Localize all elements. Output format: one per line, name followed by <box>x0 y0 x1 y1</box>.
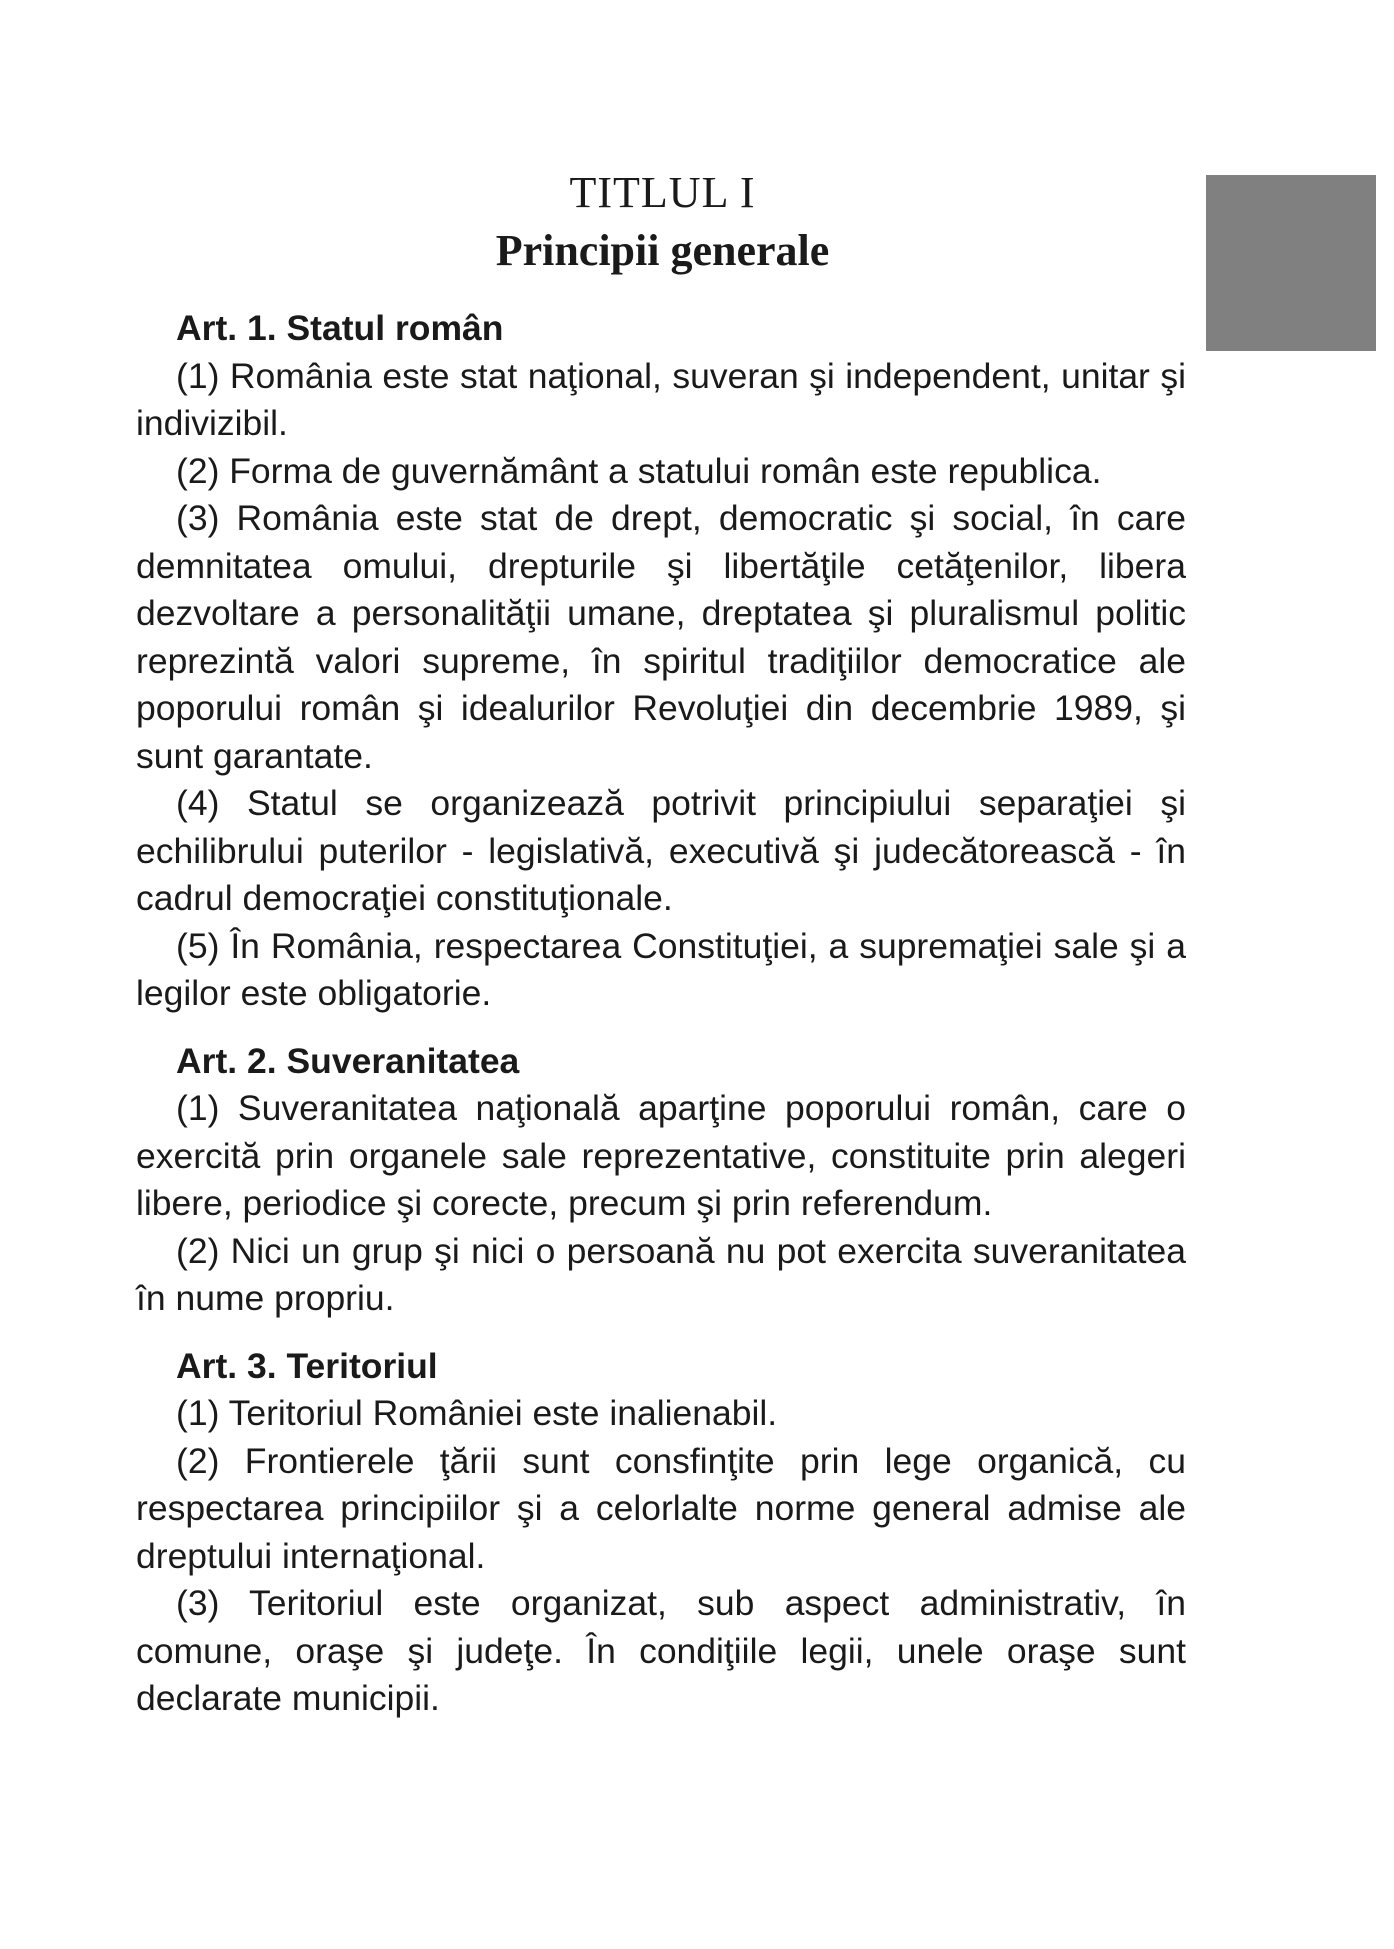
article-paragraph: (4) Statul se organizează potrivit principiului separaţiei şi echilibrului puterilor - legislativă, executivă şi judecătorească - în cadrul democraţiei constituţionale. <box>136 783 1186 918</box>
article-paragraph: (2) Nici un grup şi nici o persoană nu pot exercita suveranitatea în nume propriu. <box>136 1230 1186 1318</box>
article-paragraph: (2) Forma de guvernământ a statului român este republica. <box>176 450 1102 491</box>
article-heading: Art. 3. Teritoriul <box>176 1345 438 1386</box>
title-subheading: Principii generale <box>495 226 830 275</box>
document-body <box>136 305 1186 1723</box>
title-heading: TITLUL I <box>569 168 756 217</box>
article-paragraph: (3) România este stat de drept, democratic şi social, în care demnitatea omului, drepturile şi libertăţile cetăţenilor, libera dezvoltare a personalităţii umane, dreptatea şi pluralismul politic reprezintă valori supreme, în spiritul tradiţiilor democratice ale poporului român şi idealurilor Revoluţiei din decembrie 1989, şi sunt garantate. <box>136 498 1186 776</box>
article-paragraph: (3) Teritoriul este organizat, sub aspect administrativ, în comune, oraşe şi judeţe. În condiţiile legii, unele oraşe sunt declarate municipii. <box>136 1583 1186 1718</box>
article-paragraph: (2) Frontierele ţării sunt consfinţite prin lege organică, cu respectarea principiilor şi a celorlalte norme general admise ale dreptului internaţional. <box>136 1440 1186 1576</box>
article-heading: Art. 1. Statul român <box>176 308 504 348</box>
article-heading: Art. 2. Suveranitatea <box>176 1040 520 1081</box>
article-2 <box>136 1038 1186 1323</box>
article-3 <box>136 1343 1186 1723</box>
article-paragraph: (5) În România, respectarea Constituţiei, a supremaţiei sale şi a legilor este obligatorie. <box>136 925 1186 1013</box>
article-paragraph: (1) România este stat naţional, suveran şi independent, unitar şi indivizibil. <box>136 355 1186 443</box>
article-1 <box>136 305 1186 1018</box>
title-block <box>0 165 1325 281</box>
article-paragraph: (1) Suveranitatea naţională aparţine poporului român, care o exercită prin organele sale reprezentative, constituite prin alegeri libere, periodice şi corecte, precum şi prin referendum. <box>136 1088 1186 1223</box>
article-paragraph: (1) Teritoriul României este inalienabil. <box>176 1393 778 1433</box>
